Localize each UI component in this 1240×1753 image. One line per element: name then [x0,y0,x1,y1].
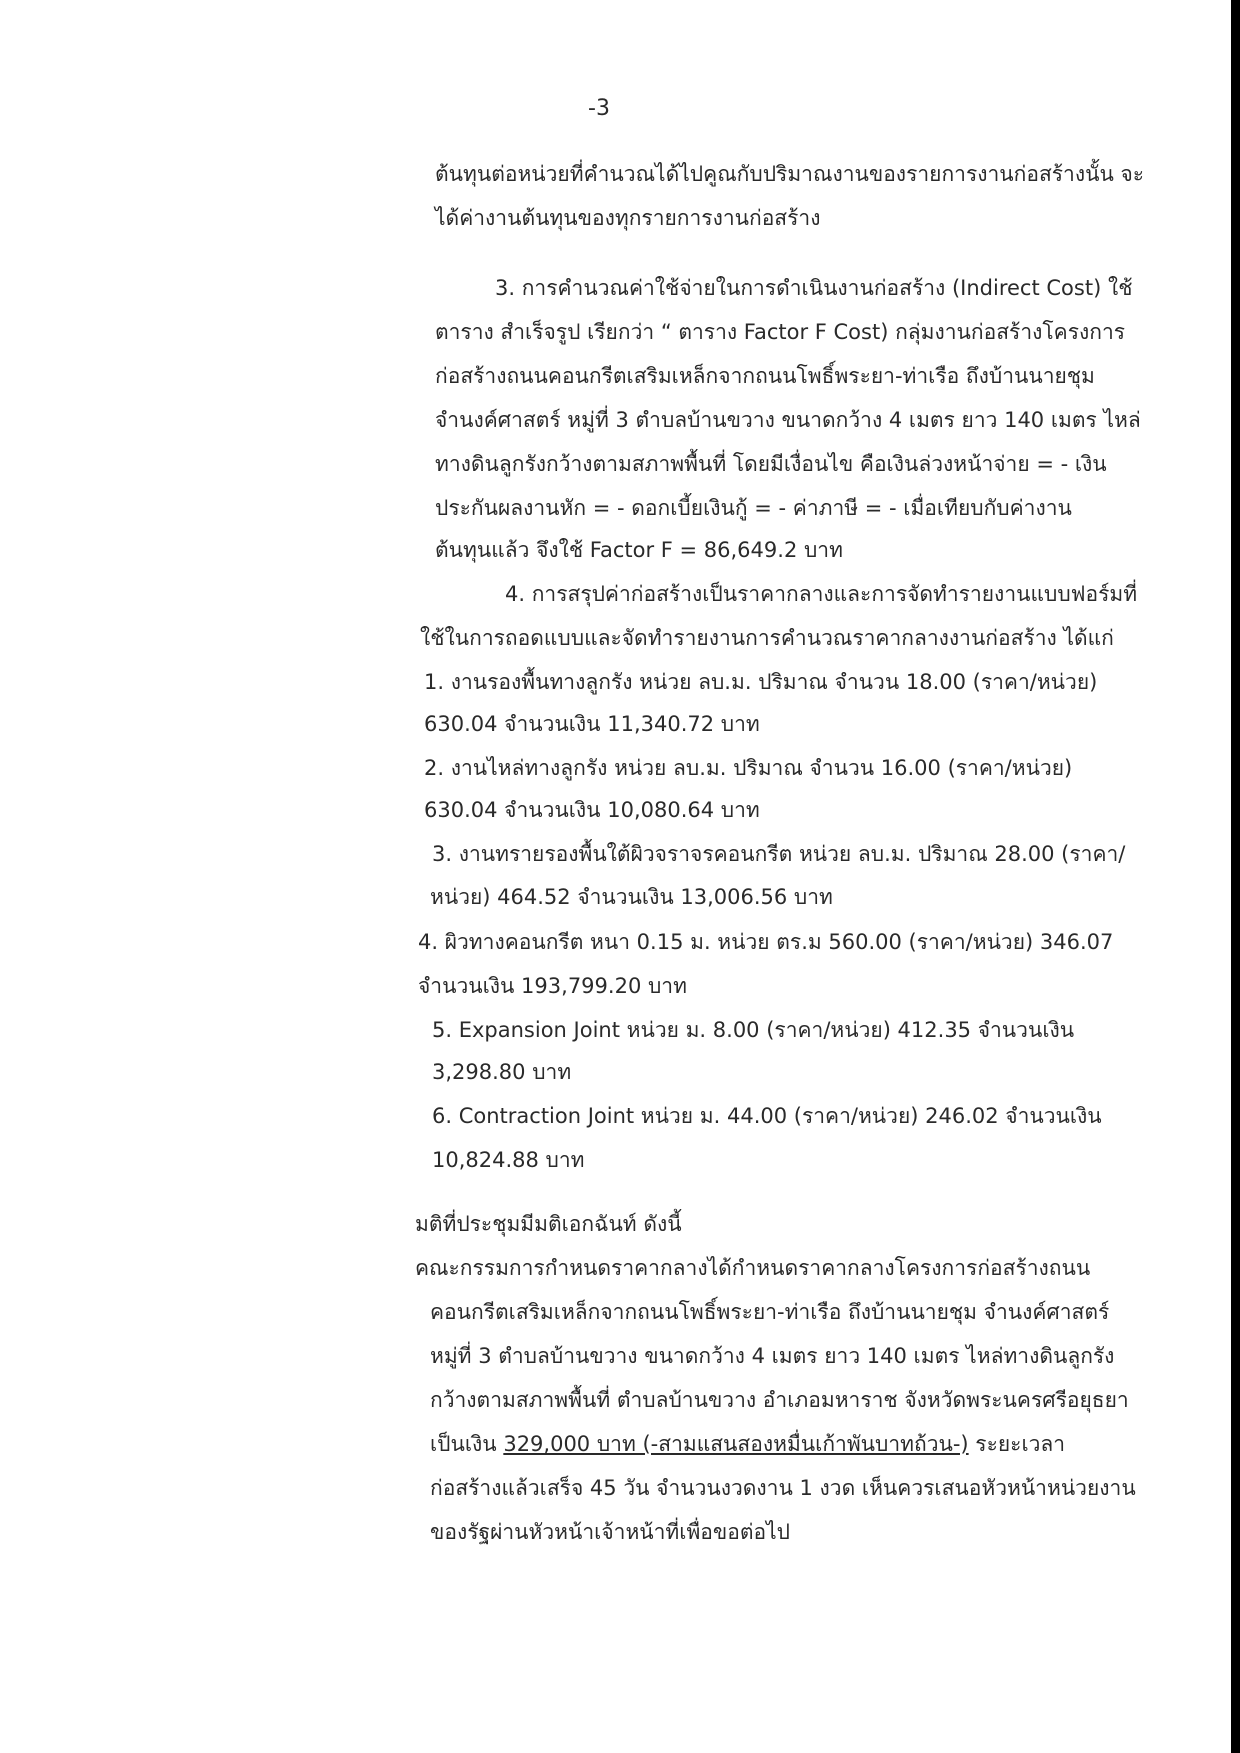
resolution-line-4: กว้างตามสภาพพื้นที่ ตำบลบ้านขวาง อำเภอมหาราช จังหวัดพระนครศรีอยุธยา [430,1388,1129,1412]
cost-item-3-line-2: หน่วย) 464.52 จำนวนเงิน 13,006.56 บาท [430,885,833,909]
item3-line-2: ตาราง สำเร็จรูป เรียกว่า “ ตาราง Factor F Cost) กลุ่มงานก่อสร้างโครงการ [435,320,1126,344]
resolution-amount-line [430,1430,1065,1458]
cost-item-5-line-1: 5. Expansion Joint หน่วย ม. 8.00 (ราคา/หน่วย) 412.35 จำนวนเงิน [432,1018,1075,1042]
resolution-line-2: คอนกรีตเสริมเหล็กจากถนนโพธิ์พระยา-ท่าเรือ ถึงบ้านนายชุม จำนงค์ศาสตร์ [430,1300,1110,1324]
item4-line-1: 4. การสรุปค่าก่อสร้างเป็นราคากลางและการจัดทำรายงานแบบฟอร์มที่ [505,582,1138,606]
page-number: -3 [588,96,610,121]
resolution-closing-2: ของรัฐผ่านหัวหน้าเจ้าหน้าที่เพื่อขอต่อไป [430,1520,791,1544]
item3-line-4: จำนงค์ศาสตร์ หมู่ที่ 3 ตำบลบ้านขวาง ขนาดกว้าง 4 เมตร ยาว 140 เมตร ไหล่ [435,408,1141,432]
amount-suffix: ระยะเวลา [968,1432,1066,1456]
item3-line-6: ประกันผลงานหัก = - ดอกเบี้ยเงินกู้ = - ค่าภาษี = - เมื่อเทียบกับค่างาน [435,496,1072,520]
cost-item-3-line-1: 3. งานทรายรองพื้นใต้ผิวจราจรคอนกรีต หน่วย ลบ.ม. ปริมาณ 28.00 (ราคา/ [432,842,1126,866]
intro-line-2: ได้ค่างานต้นทุนของทุกรายการงานก่อสร้าง [435,206,821,230]
cost-item-4-line-2: จำนวนเงิน 193,799.20 บาท [418,974,687,998]
cost-item-2-line-2: 630.04 จำนวนเงิน 10,080.64 บาท [424,798,760,822]
resolution-closing-1: ก่อสร้างแล้วเสร็จ 45 วัน จำนวนงวดงาน 1 งวด เห็นควรเสนอหัวหน้าหน่วยงาน [430,1476,1136,1500]
contract-amount: 329,000 บาท (-สามแสนสองหมื่นเก้าพันบาทถ้วน-) [503,1432,969,1456]
item3-line-7: ต้นทุนแล้ว จึงใช้ Factor F = 86,649.2 บาท [435,538,843,562]
cost-item-1-line-1: 1. งานรองพื้นทางลูกรัง หน่วย ลบ.ม. ปริมาณ จำนวน 18.00 (ราคา/หน่วย) [424,670,1098,694]
item3-line-3: ก่อสร้างถนนคอนกรีตเสริมเหล็กจากถนนโพธิ์พระยา-ท่าเรือ ถึงบ้านนายชุม [435,364,1095,388]
cost-item-6-line-2: 10,824.88 บาท [432,1148,585,1172]
cost-item-5-line-2: 3,298.80 บาท [432,1060,572,1084]
resolution-heading: มติที่ประชุมมีมติเอกฉันท์ ดังนี้ [415,1212,682,1236]
intro-line-1: ต้นทุนต่อหน่วยที่คำนวณได้ไปคูณกับปริมาณงานของรายการงานก่อสร้างนั้น จะ [435,162,1145,186]
resolution-line-3: หมู่ที่ 3 ตำบลบ้านขวาง ขนาดกว้าง 4 เมตร ยาว 140 เมตร ไหล่ทางดินลูกรัง [430,1344,1115,1368]
cost-item-2-line-1: 2. งานไหล่ทางลูกรัง หน่วย ลบ.ม. ปริมาณ จำนวน 16.00 (ราคา/หน่วย) [424,756,1073,780]
cost-item-1-line-2: 630.04 จำนวนเงิน 11,340.72 บาท [424,712,760,736]
scan-edge [1231,0,1240,1753]
item4-line-2: ใช้ในการถอดแบบและจัดทำรายงานการคำนวณราคากลางงานก่อสร้าง ได้แก่ [420,626,1114,650]
resolution-line-1: คณะกรรมการกำหนดราคากลางได้กำหนดราคากลางโครงการก่อสร้างถนน [415,1256,1091,1280]
cost-item-6-line-1: 6. Contraction Joint หน่วย ม. 44.00 (ราคา/หน่วย) 246.02 จำนวนเงิน [432,1104,1102,1128]
amount-prefix: เป็นเงิน [430,1432,504,1456]
cost-item-4-line-1: 4. ผิวทางคอนกรีต หนา 0.15 ม. หน่วย ตร.ม 560.00 (ราคา/หน่วย) 346.07 [418,930,1114,954]
item3-line-5: ทางดินลูกรังกว้างตามสภาพพื้นที่ โดยมีเงื่อนไข คือเงินล่วงหน้าจ่าย = - เงิน [435,452,1107,476]
item3-line-1: 3. การคำนวณค่าใช้จ่ายในการดำเนินงานก่อสร้าง (Indirect Cost) ใช้ [495,276,1133,300]
